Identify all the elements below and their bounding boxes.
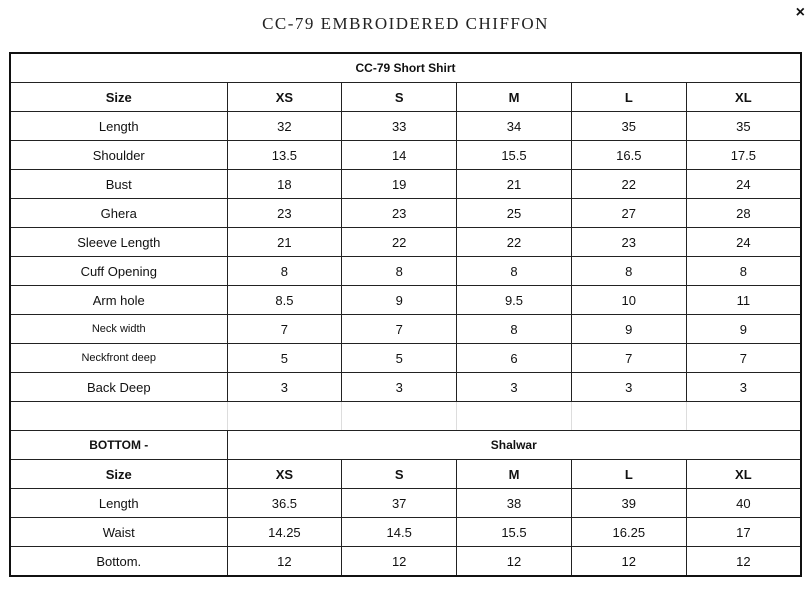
measurement-value: 15.5	[457, 518, 572, 547]
measurement-value: 14.5	[342, 518, 457, 547]
size-header-label: Size	[10, 83, 227, 112]
table-row	[10, 170, 801, 199]
measurement-value: 24	[686, 228, 801, 257]
measurement-value: 22	[571, 170, 686, 199]
measurement-value: 8	[457, 257, 572, 286]
measurement-value: 7	[227, 315, 342, 344]
measurement-value: 7	[342, 315, 457, 344]
measurement-value: 3	[227, 373, 342, 402]
empty-cell	[10, 402, 227, 431]
bottom-title-row	[10, 431, 801, 460]
size-header-cell: XL	[686, 460, 801, 489]
measurement-label: Sleeve Length	[10, 228, 227, 257]
measurement-value: 40	[686, 489, 801, 518]
measurement-value: 7	[686, 344, 801, 373]
measurement-value: 12	[342, 547, 457, 577]
measurement-value: 36.5	[227, 489, 342, 518]
size-header-cell: M	[457, 83, 572, 112]
measurement-value: 35	[571, 112, 686, 141]
table-row	[10, 344, 801, 373]
shirt-table-title: CC-79 Short Shirt	[10, 53, 801, 83]
empty-cell	[227, 402, 342, 431]
measurement-value: 12	[571, 547, 686, 577]
measurement-label: Length	[10, 489, 227, 518]
measurement-value: 28	[686, 199, 801, 228]
measurement-label: Back Deep	[10, 373, 227, 402]
table-row	[10, 141, 801, 170]
measurement-value: 38	[457, 489, 572, 518]
measurement-value: 12	[457, 547, 572, 577]
size-header-cell: L	[571, 83, 686, 112]
measurement-value: 23	[227, 199, 342, 228]
measurement-value: 9	[571, 315, 686, 344]
measurement-value: 8	[686, 257, 801, 286]
measurement-label: Ghera	[10, 199, 227, 228]
table-row	[10, 257, 801, 286]
measurement-value: 39	[571, 489, 686, 518]
table-row	[10, 373, 801, 402]
size-header-row	[10, 460, 801, 489]
size-header-cell: L	[571, 460, 686, 489]
size-header-cell: S	[342, 83, 457, 112]
measurement-value: 21	[457, 170, 572, 199]
empty-cell	[457, 402, 572, 431]
measurement-value: 8	[457, 315, 572, 344]
measurement-value: 8	[227, 257, 342, 286]
measurement-value: 17.5	[686, 141, 801, 170]
measurement-value: 7	[571, 344, 686, 373]
measurement-value: 8	[571, 257, 686, 286]
measurement-value: 33	[342, 112, 457, 141]
measurement-value: 11	[686, 286, 801, 315]
measurement-value: 3	[686, 373, 801, 402]
measurement-value: 3	[457, 373, 572, 402]
measurement-value: 8.5	[227, 286, 342, 315]
measurement-label: Bust	[10, 170, 227, 199]
measurement-value: 13.5	[227, 141, 342, 170]
measurement-value: 12	[227, 547, 342, 577]
measurement-value: 3	[342, 373, 457, 402]
measurement-value: 22	[457, 228, 572, 257]
measurement-value: 32	[227, 112, 342, 141]
measurement-label: Length	[10, 112, 227, 141]
measurement-value: 5	[342, 344, 457, 373]
size-header-label: Size	[10, 460, 227, 489]
measurement-value: 18	[227, 170, 342, 199]
empty-cell	[342, 402, 457, 431]
size-header-cell: S	[342, 460, 457, 489]
measurement-label: Cuff Opening	[10, 257, 227, 286]
measurement-value: 16.25	[571, 518, 686, 547]
page-title: CC-79 EMBROIDERED CHIFFON	[262, 14, 549, 33]
table-row	[10, 112, 801, 141]
size-header-cell: XS	[227, 83, 342, 112]
measurement-value: 10	[571, 286, 686, 315]
measurement-value: 15.5	[457, 141, 572, 170]
table-row	[10, 547, 801, 577]
measurement-value: 34	[457, 112, 572, 141]
measurement-value: 3	[571, 373, 686, 402]
measurement-value: 35	[686, 112, 801, 141]
measurement-label: Waist	[10, 518, 227, 547]
measurement-value: 19	[342, 170, 457, 199]
measurement-value: 14.25	[227, 518, 342, 547]
measurement-label: Bottom.	[10, 547, 227, 577]
size-header-cell: XL	[686, 83, 801, 112]
empty-cell	[571, 402, 686, 431]
measurement-value: 16.5	[571, 141, 686, 170]
measurement-value: 22	[342, 228, 457, 257]
size-header-row	[10, 83, 801, 112]
spacer-row	[10, 402, 801, 431]
bottom-section-label: BOTTOM -	[10, 431, 227, 460]
measurement-value: 9.5	[457, 286, 572, 315]
measurement-value: 6	[457, 344, 572, 373]
size-header-cell: XS	[227, 460, 342, 489]
measurement-value: 37	[342, 489, 457, 518]
measurement-value: 9	[686, 315, 801, 344]
table-row	[10, 228, 801, 257]
measurement-value: 24	[686, 170, 801, 199]
size-header-cell: M	[457, 460, 572, 489]
empty-cell	[686, 402, 801, 431]
table-row	[10, 315, 801, 344]
measurement-value: 27	[571, 199, 686, 228]
table-row	[10, 199, 801, 228]
table-row	[10, 489, 801, 518]
size-chart-table	[9, 52, 802, 577]
measurement-value: 14	[342, 141, 457, 170]
measurement-value: 17	[686, 518, 801, 547]
measurement-value: 12	[686, 547, 801, 577]
close-icon[interactable]: ×	[795, 4, 805, 21]
measurement-label: Neck width	[10, 315, 227, 344]
table-row	[10, 518, 801, 547]
table-row	[10, 286, 801, 315]
measurement-value: 5	[227, 344, 342, 373]
bottom-table-title: Shalwar	[227, 431, 801, 460]
measurement-label: Shoulder	[10, 141, 227, 170]
measurement-value: 21	[227, 228, 342, 257]
measurement-value: 8	[342, 257, 457, 286]
measurement-value: 23	[571, 228, 686, 257]
measurement-label: Neckfront deep	[10, 344, 227, 373]
measurement-label: Arm hole	[10, 286, 227, 315]
measurement-value: 23	[342, 199, 457, 228]
measurement-value: 25	[457, 199, 572, 228]
measurement-value: 9	[342, 286, 457, 315]
